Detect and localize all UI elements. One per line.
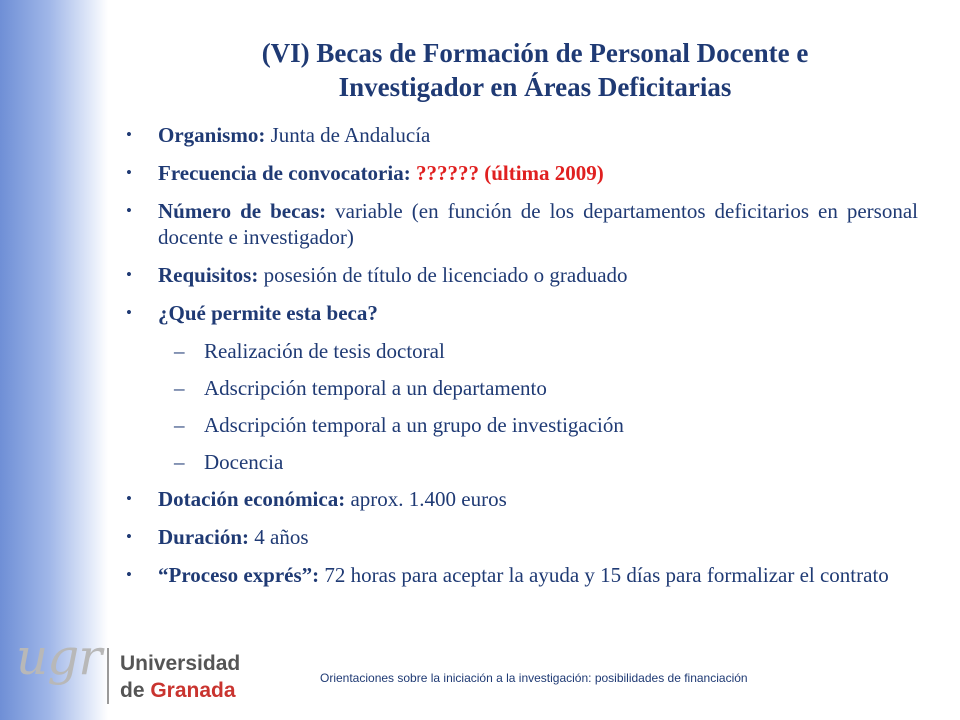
bullet-icon: • [126, 527, 132, 546]
bullet-icon: • [126, 125, 132, 144]
university-logo-text [120, 650, 240, 704]
logo-divider [107, 648, 109, 704]
bullet-text: 4 años [249, 525, 309, 549]
slide-title-line2: Investigador en Áreas Deficitarias [338, 72, 732, 102]
bullet-text: aprox. 1.400 euros [345, 487, 507, 511]
bullet-text: Junta de Andalucía [265, 123, 431, 147]
sub-item-tesis [126, 338, 918, 364]
bullet-requisitos [126, 262, 918, 288]
sub-item-text: Adscripción temporal a un departamento [204, 376, 547, 400]
side-gradient-band [0, 0, 108, 720]
bullet-proceso [126, 562, 918, 588]
sub-item-departamento [126, 375, 918, 401]
bullet-frecuencia [126, 160, 918, 186]
ugr-logo-mark: ugr [16, 628, 102, 686]
bullet-icon: • [126, 303, 132, 322]
sub-item-grupo [126, 412, 918, 438]
slide-title [150, 36, 920, 104]
dash-icon: – [174, 376, 185, 400]
bullet-icon: • [126, 201, 132, 220]
bullet-icon: • [126, 565, 132, 584]
slide-title-line1: (VI) Becas de Formación de Personal Docente e [261, 38, 809, 68]
bullet-label: Dotación económica: [158, 487, 346, 511]
sub-item-text: Docencia [204, 450, 284, 474]
logo-line-universidad: Universidad [120, 652, 241, 675]
bullet-text: 72 horas para aceptar la ayuda y 15 días para formalizar el contrato [319, 563, 889, 587]
logo-line-granada [120, 677, 240, 704]
sub-item-text: Realización de tesis doctoral [204, 339, 445, 363]
bullet-label: Número de becas: [158, 199, 327, 223]
bullet-text: variable (en función de los departamentos deficitarios en personal docente e investigador) [158, 199, 918, 249]
bullet-label: Requisitos: [158, 263, 259, 287]
bullet-organismo [126, 122, 918, 148]
bullet-icon: • [126, 265, 132, 284]
bullet-label: ¿Qué permite esta beca? [158, 301, 378, 325]
logo-de: de [120, 679, 151, 702]
bullet-icon: • [126, 163, 132, 182]
bullet-numero [126, 198, 918, 250]
logo-granada: Granada [150, 679, 236, 702]
footer-caption: Orientaciones sobre la iniciación a la investigación: posibilidades de financiación [320, 671, 748, 685]
bullet-list [126, 122, 918, 600]
bullet-duracion [126, 524, 918, 550]
dash-icon: – [174, 413, 185, 437]
bullet-label: Frecuencia de convocatoria: [158, 161, 411, 185]
bullet-text: posesión de título de licenciado o graduado [258, 263, 628, 287]
sub-item-docencia [126, 449, 918, 475]
bullet-dotacion [126, 486, 918, 512]
bullet-permite [126, 300, 918, 326]
sub-item-text: Adscripción temporal a un grupo de investigación [204, 413, 624, 437]
dash-icon: – [174, 450, 185, 474]
bullet-label: Duración: [158, 525, 249, 549]
bullet-label: “Proceso exprés”: [158, 563, 320, 587]
bullet-label: Organismo: [158, 123, 266, 147]
bullet-text-highlight: ?????? (última 2009) [410, 161, 604, 185]
dash-icon: – [174, 339, 185, 363]
bullet-icon: • [126, 489, 132, 508]
